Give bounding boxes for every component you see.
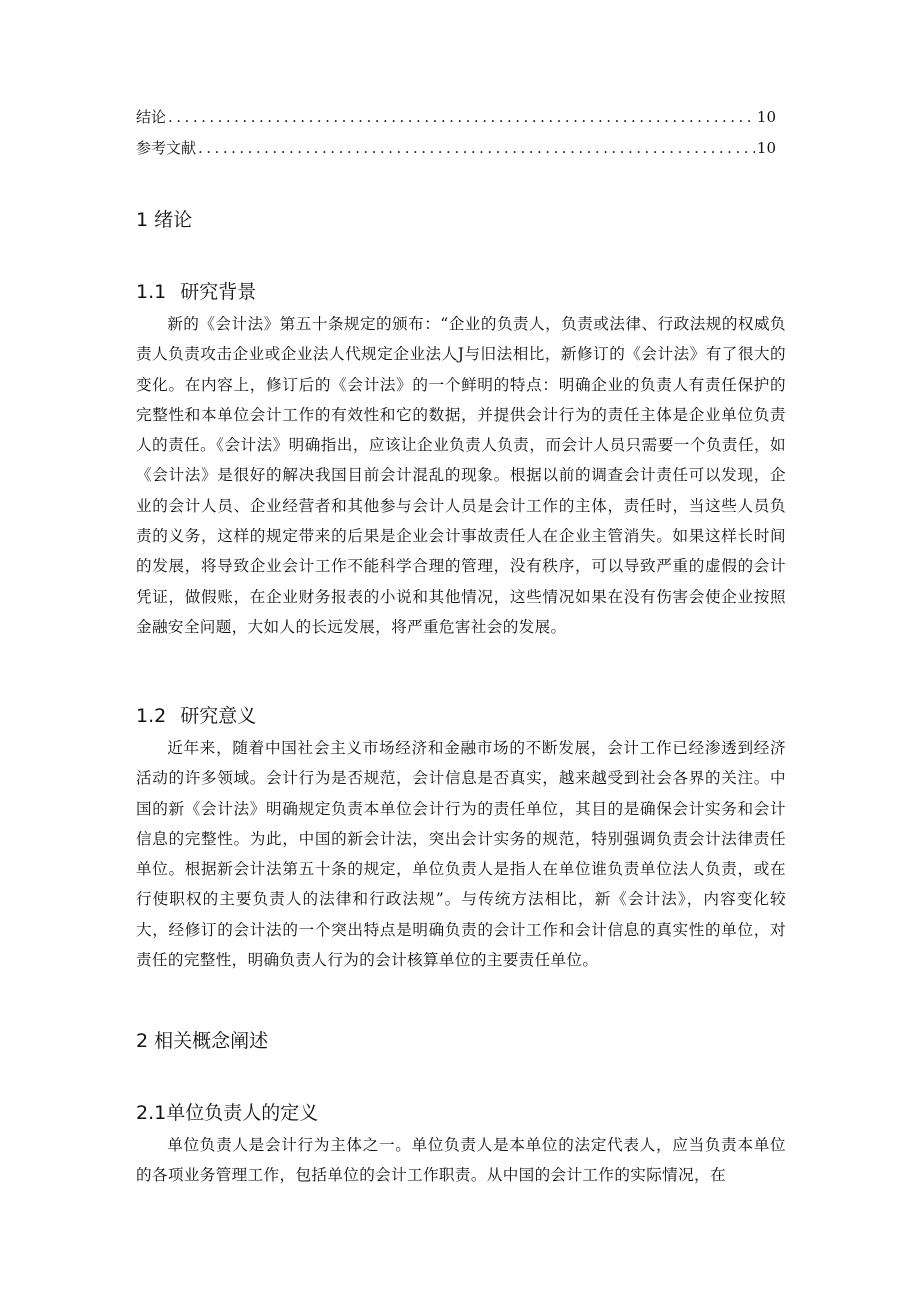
toc-entry-conclusion[interactable] [136,102,776,133]
section-heading-2 [136,1027,268,1055]
section-heading-1-1 [136,278,256,306]
section-title: 绪论 [154,209,193,231]
table-of-contents [136,102,776,164]
section-title: 相关概念阐述 [154,1030,269,1052]
section-title: 研究意义 [180,705,257,727]
section-number: 1 [136,209,149,231]
paragraph-unit-head-definition: 单位负责人是会计行为主体之一。单位负责人是本单位的法定代表人，应当负责本单位的各项业务管理工作，包括单位的会计工作职责。从中国的会计工作的实际情况，在 [136,1136,786,1185]
section-number: 1.2 [136,705,167,727]
section-heading-1-2 [136,702,256,730]
section-heading-2-1 [136,1099,318,1127]
toc-entry-page: 10 [756,108,776,126]
toc-entry-page: 10 [756,139,776,157]
section-title: 研究背景 [180,281,257,303]
toc-entry-label: 结论 [136,108,167,126]
section-number: 1.1 [136,281,167,303]
section-heading-1 [136,206,192,234]
section-number: 2.1 [136,1102,167,1124]
toc-entry-label: 参考文献 [136,139,197,157]
paragraph-research-background: 新的《会计法》第五十条规定的颁布：“企业的负责人，负责或法律、行政法规的权威负责人负责攻击企业或企业法人代规定企业法人J与旧法相比，新修订的《会计法》有了很大的变化。在内容上，修订后的《会计法》的一个鲜明的特点：明确企业的负责人有责任保护的完整性和本单位会计工作的有效性和它的数据，并提供会计行为的责任主体是企业单位负责人的责任。《会计法》明确指出，应该让企业负责人负责，而会计人员只需要一个负责任，如《会计法》是很好的解决我国目前会计混乱的现象。根据以前的调查会计责任可以发现，企业的会计人员、企业经营者和其他参与会计人员是会计工作的主体，责任时，当这些人员负责的义务，这样的规定带来的后果是企业会计事故责任人在企业主管消失。如果这样长时间的发展，将导致企业会计工作不能科学合理的管理，没有秩序，可以导致严重的虚假的会计凭证，做假账，在企业财务报表的小说和其他情况，这些情况如果在没有伤害会使企业按照金融安全问题，大如人的长远发展，将严重危害社会的发展。 [136,315,786,636]
toc-leader-dots [198,133,755,164]
paragraph-research-significance: 近年来，随着中国社会主义市场经济和金融市场的不断发展，会计工作已经渗透到经济活动的许多领域。会计行为是否规范，会计信息是否真实，越来越受到社会各界的关注。中国的新《会计法》明确规定负责本单位会计行为的责任单位，其目的是确保会计实务和会计信息的完整性。为此，中国的新会计法，突出会计实务的规范，特别强调负责会计法律责任单位。根据新会计法第五十条的规定，单位负责人是指人在单位谁负责单位法人负责，或在行使职权的主要负责人的法律和行政法规”。与传统方法相比，新《会计法》，内容变化较大，经修订的会计法的一个突出特点是明确负责的会计工作和会计信息的真实性的单位，对责任的完整性，明确负责人行为的会计核算单位的主要责任单位。 [136,739,786,970]
section-number: 2 [136,1030,149,1052]
section-title: 单位负责人的定义 [166,1102,319,1124]
toc-leader-dots [168,102,755,133]
toc-entry-references[interactable] [136,133,776,164]
